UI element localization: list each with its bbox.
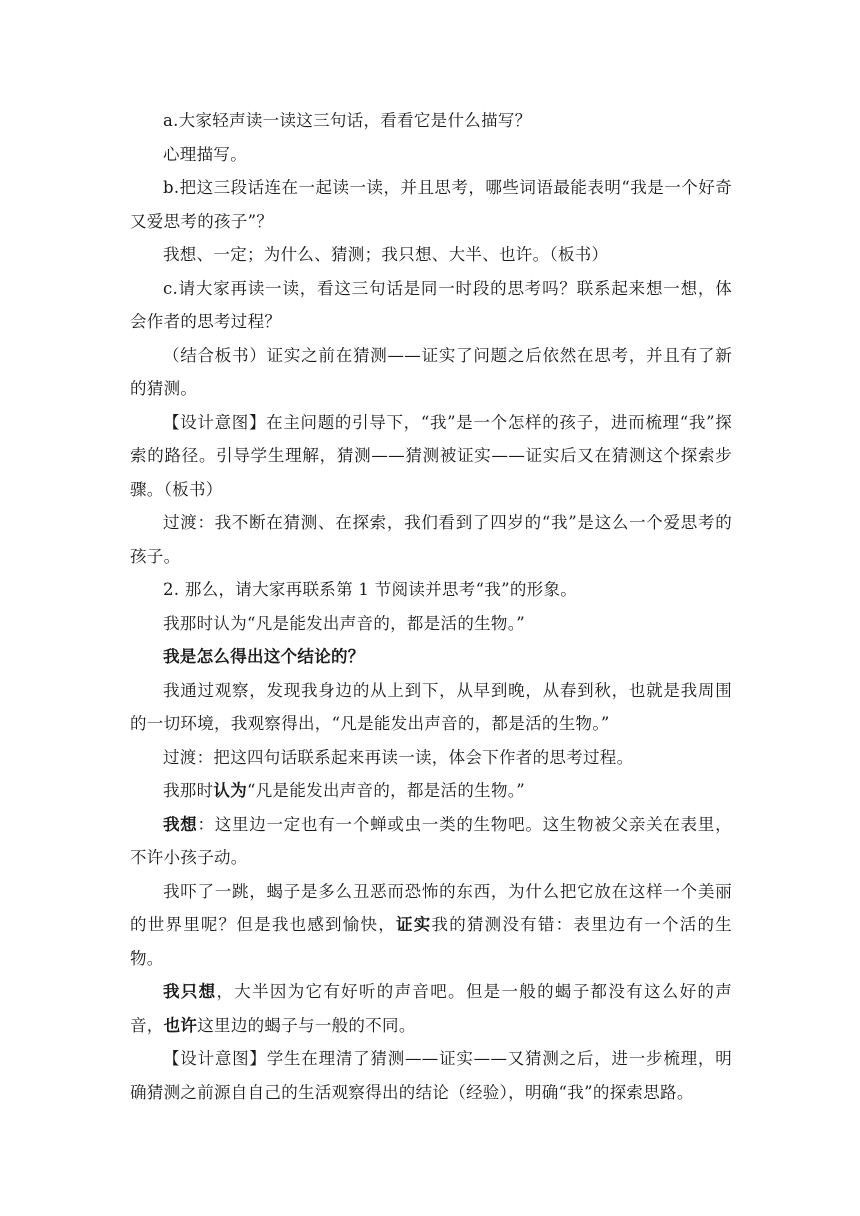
text-segment: 【设计意图】学生在理清了猜测——证实——又猜测之后，进一步梳理，明确猜测之前源自自己的生活观察得出的结论（经验），明确“我”的探索思路。	[130, 1049, 732, 1102]
text-segment: 我通过观察，发现我身边的从上到下，从早到晚，从春到秋，也就是我周围的一切环境，我观察得出，“凡是能发出声音的，都是活的生物。”	[130, 680, 732, 733]
document-page	[130, 104, 732, 1109]
text-segment: ：这里边一定也有一个蝉或虫一类的生物吧。这生物被父亲关在表里，不许小孩子动。	[130, 814, 732, 867]
text-segment: 2. 那么，请大家再联系第 1 节阅读并思考“我”的形象。	[163, 580, 578, 599]
paragraph	[130, 238, 732, 272]
text-segment: 过渡：我不断在猜测、在探索，我们看到了四岁的“我”是这么一个爱思考的孩子。	[130, 513, 732, 566]
paragraph	[130, 640, 732, 674]
paragraph	[130, 104, 732, 138]
bold-text: 我想	[163, 814, 198, 834]
text-segment: 我那时	[163, 781, 214, 800]
text-segment: a.大家轻声读一读这三句话，看看它是什么描写？	[163, 111, 532, 130]
text-segment: “凡是能发出声音的，都是活的生物。”	[247, 781, 526, 800]
paragraph	[130, 406, 732, 507]
paragraph	[130, 339, 732, 406]
text-segment: 过渡：把这四句话联系起来再读一读，体会下作者的思考过程。	[163, 747, 634, 767]
paragraph	[130, 741, 732, 775]
bold-text: 认为	[213, 781, 248, 800]
bold-text: 我是怎么得出这个结论的？	[163, 647, 365, 666]
text-segment: 我的猜测没有错：表里边有一个活的生物。	[130, 915, 732, 968]
text-segment: c.请大家再读一读，看这三句话是同一时段的思考吗？联系起来想一想，体会作者的思考过程？	[130, 278, 732, 331]
paragraph	[130, 573, 732, 607]
bold-text: 我只想	[163, 982, 217, 1001]
paragraph	[130, 272, 732, 339]
text-segment: b.把这三段话连在一起读一读，并且思考，哪些词语最能表明“我是一个好奇又爱思考的孩子”？	[130, 178, 732, 231]
text-segment: 我想、一定；为什么、猜测；我只想、大半、也许。（板书）	[163, 245, 609, 264]
bold-text: 也许	[163, 1015, 198, 1035]
paragraph	[130, 774, 732, 808]
paragraph	[130, 607, 732, 641]
text-segment: 这里边的蝎子与一般的不同。	[197, 1015, 416, 1035]
paragraph	[130, 1042, 732, 1109]
paragraph	[130, 808, 732, 875]
paragraph	[130, 506, 732, 573]
paragraph	[130, 975, 732, 1042]
paragraph	[130, 138, 732, 172]
text-segment: 我吓了一跳，蝎子是多么丑恶而恐怖的东西，为什么把它放在这样一个美丽的世界里呢？但是我也感到愉快，	[130, 881, 732, 934]
text-segment: （结合板书）证实之前在猜测——证实了问题之后依然在思考，并且有了新的猜测。	[130, 345, 732, 398]
text-segment: 我那时认为“凡是能发出声音的，都是活的生物。”	[163, 613, 526, 633]
text-segment: 心理描写。	[163, 144, 247, 164]
text-segment: 【设计意图】在主问题的引导下，“我”是一个怎样的孩子，进而梳理“我”探索的路径。引导学生理解，猜测——猜测被证实——证实后又在猜测这个探索步骤。（板书）	[130, 412, 732, 499]
paragraph	[130, 674, 732, 741]
paragraph	[130, 875, 732, 976]
bold-text: 证实	[396, 915, 432, 934]
paragraph	[130, 171, 732, 238]
text-segment: ，大半因为它有好听的声音吧。但是一般的蝎子都没有这么好的声音，	[130, 982, 733, 1035]
